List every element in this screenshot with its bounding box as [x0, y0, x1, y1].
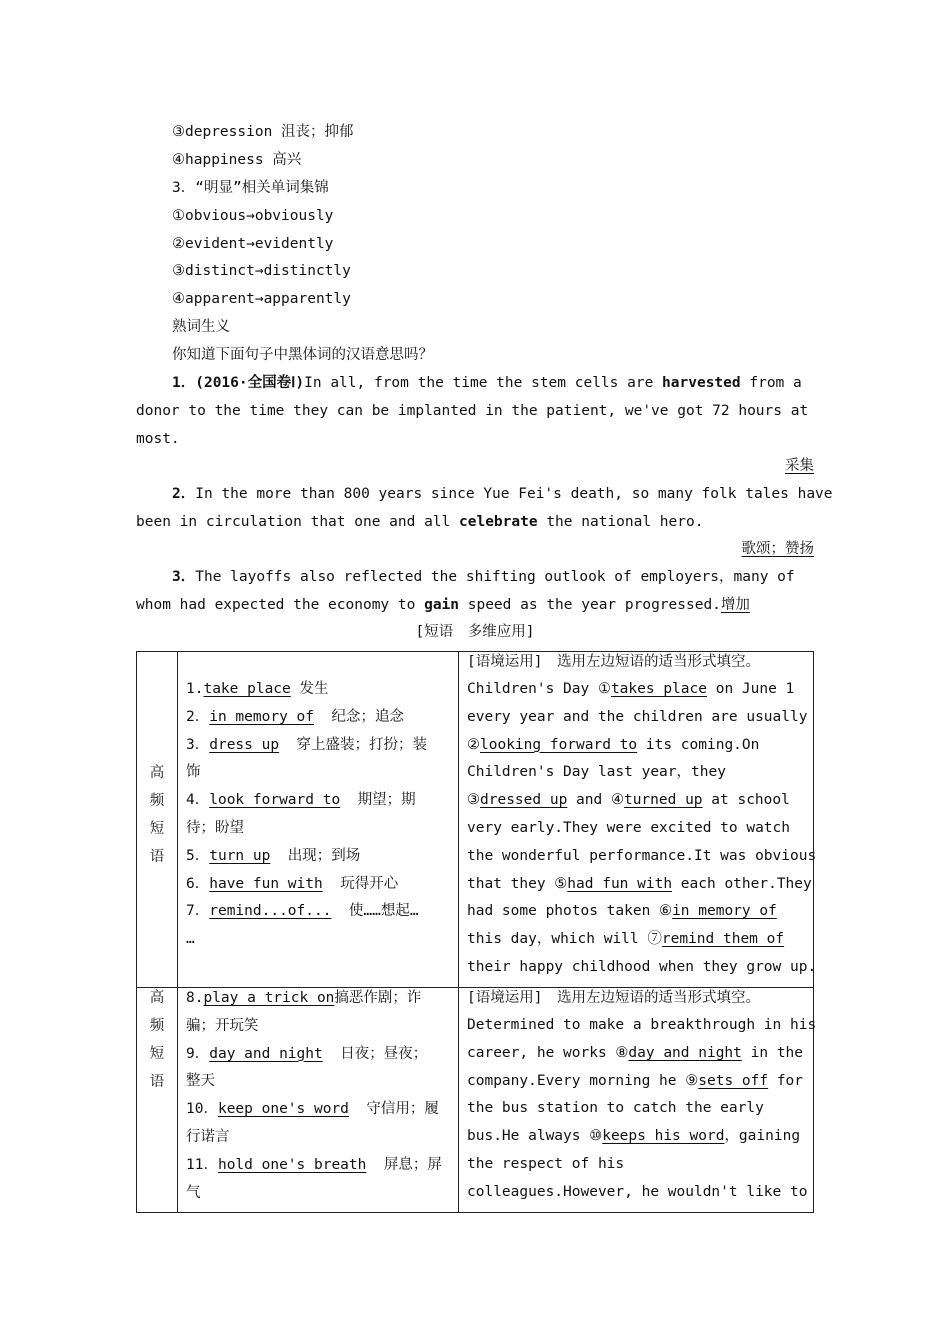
context-line	[467, 790, 790, 810]
phrase-list-cell	[178, 988, 459, 1213]
phrase-meaning: 气	[186, 1184, 201, 1201]
bold-word: celebrate	[459, 514, 538, 530]
context-line	[467, 901, 777, 921]
answer-blank: dressed up	[480, 792, 568, 809]
phrase-meaning: 守信用；履	[348, 1101, 439, 1118]
phrase-text: look forward to	[209, 792, 341, 809]
context-text: the bus station to catch the early	[467, 1100, 764, 1117]
context-line	[467, 818, 790, 838]
context-text: its coming.On	[637, 736, 760, 753]
phrase-meaning: 骗；开玩笑	[186, 1017, 259, 1034]
answer: 采集	[785, 458, 814, 474]
sentence-number: 1．(2016·全国卷Ⅰ)	[172, 375, 305, 391]
phrase-line	[186, 1016, 259, 1036]
phrase-line	[186, 988, 421, 1008]
sentence-text: been in circulation that one and all	[136, 514, 460, 530]
answer-blank: takes place	[610, 681, 707, 697]
phrase-line	[186, 1071, 215, 1091]
phrase-line	[186, 707, 404, 727]
sentence-1	[172, 373, 802, 393]
phrase-meaning: 屏息；屏	[366, 1156, 442, 1173]
context-text: bus.He always ⑩	[467, 1128, 603, 1145]
context-text: on June 1	[706, 681, 795, 697]
context-text: every year and the children are usually	[467, 708, 808, 725]
context-text: and ④	[567, 792, 624, 809]
phrase-text: keep one's word	[217, 1101, 349, 1118]
phrase-number: 8.	[186, 990, 204, 1006]
phrase-line	[186, 1155, 442, 1175]
phrase-meaning: 使……想起…	[331, 903, 419, 920]
context-text: each other.They	[672, 875, 812, 892]
context-text: their happy childhood when they grow up.	[467, 959, 817, 975]
category-char: 短	[149, 821, 165, 837]
vocab-line: ④happiness 高兴	[172, 152, 302, 168]
phrase-line	[186, 790, 416, 810]
context-text: company.Every morning he ⑨	[467, 1072, 699, 1089]
answer-blank: keeps his word	[602, 1128, 725, 1145]
context-text: that they ⑤	[467, 875, 568, 892]
context-text: had some photos taken ⑥	[467, 903, 673, 920]
phrase-line	[186, 929, 195, 949]
vocab-line: ①obvious→obviously	[172, 208, 334, 224]
context-text: very early.They were excited to watch	[467, 820, 791, 836]
context-line	[467, 1126, 800, 1146]
answer-blank: looking forward to	[480, 736, 638, 753]
phrase-number: 9．	[186, 1045, 210, 1062]
context-text: for	[768, 1072, 804, 1089]
phrase-number: 4．	[186, 792, 210, 809]
answer-blank: had fun with	[567, 875, 673, 892]
sentence-text: speed as the year progressed.	[459, 597, 721, 613]
phrase-text: have fun with	[209, 875, 323, 892]
phrase-line	[186, 762, 201, 782]
category-cell	[137, 652, 178, 988]
context-line	[467, 1154, 624, 1174]
context-text: colleagues.However, he wouldn't like to	[467, 1183, 808, 1200]
category-char: 频	[149, 793, 165, 809]
context-line	[467, 846, 816, 866]
context-line	[467, 707, 807, 727]
sentence-number: 2．	[172, 486, 196, 502]
context-text: in the	[741, 1044, 804, 1061]
context-text: Determined to make a breakthrough in his	[467, 1017, 817, 1033]
phrase-line	[186, 1183, 201, 1203]
phrase-number: 3．	[186, 736, 210, 753]
context-heading: [语境运用] 选用左边短语的适当形式填空。	[467, 654, 760, 670]
context-line	[467, 1015, 816, 1035]
sentence-text: the national hero.	[537, 514, 704, 530]
answer: 歌颂；赞扬	[741, 541, 814, 557]
context-cell	[459, 988, 817, 1213]
phrase-meaning: 饰	[186, 764, 201, 781]
sentence-text: from a	[740, 375, 802, 391]
phrase-text: dress up	[209, 736, 280, 753]
phrase-line	[186, 846, 360, 866]
section-title: [短语 多维应用]	[415, 624, 535, 640]
phrase-text: take place	[203, 681, 291, 697]
phrase-number: 7．	[186, 903, 210, 920]
sentence-number: 3．	[172, 569, 196, 585]
context-text: at school	[702, 792, 790, 809]
phrase-meaning: …	[186, 931, 195, 948]
phrase-meaning: 出现；到场	[270, 847, 361, 864]
phrase-meaning: 整天	[186, 1073, 215, 1090]
category-char: 高	[149, 765, 165, 781]
bold-word: harvested	[662, 375, 741, 391]
context-text: career, he works ⑧	[467, 1044, 629, 1061]
phrase-meaning: 发生	[290, 681, 329, 697]
answer-blank: in memory of	[672, 903, 777, 920]
phrase-number: 6．	[186, 875, 210, 892]
phrase-line	[186, 735, 427, 755]
context-line	[467, 957, 816, 977]
vocab-line: ③depression 沮丧；抑郁	[172, 124, 354, 140]
phrase-text: hold one's breath	[217, 1156, 367, 1173]
table-row	[137, 652, 814, 988]
phrase-line	[186, 1099, 439, 1119]
context-text: Children's Day last year，they	[467, 764, 726, 781]
context-line	[467, 929, 784, 949]
category-char: 短	[149, 1046, 165, 1062]
instruction: 你知道下面句子中黑体词的汉语意思吗？	[172, 347, 433, 363]
vocab-line: ④apparent→apparently	[172, 291, 351, 307]
phrase-meaning: 行诺言	[186, 1129, 230, 1145]
sentence-text: whom had expected the economy to	[136, 597, 425, 613]
phrase-meaning: 日夜；昼夜；	[322, 1045, 428, 1062]
answer-blank: remind them of	[661, 931, 785, 948]
phrase-number: 10．	[186, 1101, 218, 1118]
phrase-line	[186, 1127, 230, 1147]
answer: 增加	[720, 597, 750, 613]
context-text: Children's Day ①	[467, 681, 611, 697]
answer-blank: turned up	[623, 792, 703, 809]
phrase-text: day and night	[209, 1045, 323, 1062]
sentence-text: The layoffs also reflected the shifting outlook of employers，many of	[195, 569, 795, 585]
phrase-line	[186, 818, 244, 838]
phrase-text: play a trick on	[203, 990, 335, 1006]
phrase-number: 1.	[186, 681, 204, 697]
phrase-number: 2．	[186, 708, 210, 725]
phrase-number: 11．	[186, 1156, 218, 1173]
phrase-meaning: 期望；期	[340, 792, 416, 809]
category-cell	[137, 988, 178, 1213]
context-text: ②	[467, 736, 480, 753]
section-heading: 3．“明显”相关单词集锦	[172, 180, 329, 196]
sentence-text: In all, from the time the stem cells are	[304, 375, 663, 391]
vocab-line: ②evident→evidently	[172, 236, 334, 252]
context-line	[467, 762, 726, 782]
table-row	[137, 988, 814, 1213]
sentence-text	[136, 512, 703, 532]
sentence-text: most.	[136, 431, 180, 447]
phrase-meaning: 待；盼望	[186, 820, 244, 836]
phrase-text: remind...of...	[209, 903, 332, 920]
context-text: ，gaining	[724, 1128, 801, 1145]
sentence-3	[172, 567, 795, 587]
answer-blank: sets off	[698, 1072, 769, 1089]
phrase-text: in memory of	[209, 708, 314, 725]
context-line	[467, 1071, 803, 1091]
context-line	[467, 679, 794, 699]
phrase-meaning: 穿上盛装；打扮；装	[279, 736, 428, 753]
bold-word: gain	[424, 597, 460, 613]
category-char: 语	[149, 849, 165, 865]
phrase-meaning: 玩得开心	[322, 875, 399, 892]
context-line	[467, 1182, 807, 1202]
sentence-2	[172, 484, 833, 504]
phrase-line	[186, 1044, 427, 1064]
section-heading: 熟词生义	[172, 319, 230, 335]
context-heading: [语境运用] 选用左边短语的适当形式填空。	[467, 990, 760, 1006]
vocab-line: ③distinct→distinctly	[172, 263, 351, 279]
context-line	[467, 1098, 764, 1118]
sentence-text: donor to the time they can be implanted in the patient, we've got 72 hours at	[136, 403, 809, 419]
phrase-list-cell	[178, 652, 459, 988]
phrase-meaning: 搞恶作剧；诈	[334, 990, 422, 1006]
context-line	[467, 874, 812, 894]
phrase-line	[186, 679, 329, 699]
phrase-line	[186, 874, 398, 894]
phrase-text: turn up	[209, 847, 271, 864]
category-char: 频	[149, 1018, 165, 1034]
context-line	[467, 735, 759, 755]
phrase-line	[186, 901, 419, 921]
phrase-number: 5．	[186, 847, 210, 864]
context-text: the respect of his	[467, 1156, 625, 1172]
context-text: this day，which will ⑦	[467, 931, 662, 948]
context-text: the wonderful performance.It was obvious	[467, 847, 817, 864]
context-line	[467, 1043, 803, 1063]
context-text: ③	[467, 792, 480, 809]
category-char: 语	[149, 1074, 165, 1090]
answer-blank: day and night	[628, 1044, 742, 1061]
phrase-table	[136, 651, 817, 1213]
category-char: 高	[149, 990, 165, 1006]
context-cell	[459, 652, 817, 988]
phrase-meaning: 纪念；追念	[314, 708, 404, 725]
sentence-text	[136, 595, 750, 615]
sentence-text: In the more than 800 years since Yue Fei's death, so many folk tales have	[195, 486, 833, 502]
